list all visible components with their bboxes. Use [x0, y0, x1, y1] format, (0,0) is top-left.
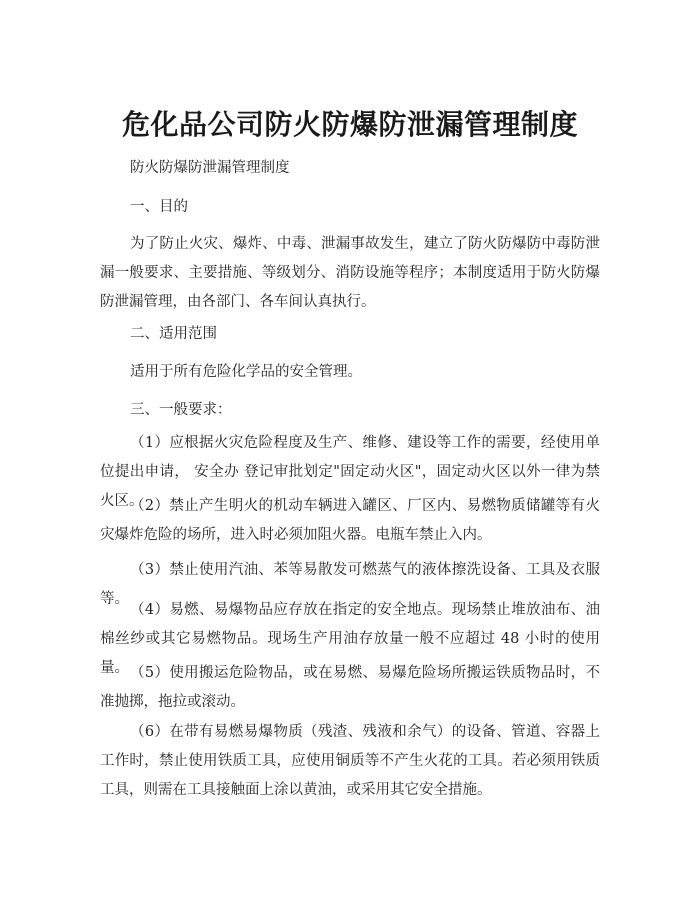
requirement-item-6: （6）在带有易燃易爆物质（残渣、残液和余气）的设备、管道、容器上工作时，禁止使用铁质工具，应使用铜质等不产生火花的工具。若必须用铁质工具，则需在工具接触面上涂以黄油，或采用其它安全措施。	[100, 724, 600, 798]
requirement-item-2: （2）禁止产生明火的机动车辆进入罐区、厂区内、易燃物质储罐等有火灾爆炸危险的场所，进入时必须加阻火器。电瓶车禁止入内。	[100, 498, 600, 543]
document-title: 危化品公司防火防爆防泄漏管理制度	[121, 108, 578, 141]
requirement-item-4: （4）易燃、易爆物品应存放在指定的安全地点。现场禁止堆放油布、油棉丝纱或其它易燃物品。现场生产用油存放量一般不应超过 48 小时的使用量。	[100, 602, 600, 676]
document-subtitle: 防火防爆防泄漏管理制度	[130, 160, 290, 176]
requirement-item-3: （3）禁止使用汽油、苯等易散发可燃蒸气的液体擦洗设备、工具及衣服等。	[100, 562, 600, 607]
section-heading-purpose: 一、目的	[130, 199, 188, 215]
section-heading-general-requirements: 三、一般要求：	[130, 402, 232, 418]
requirement-item-5: （5）使用搬运危险物品，或在易燃、易爆危险场所搬运铁质物品时，不准抛掷，拖拉或滚动。	[100, 665, 600, 710]
section-heading-scope: 二、适用范围	[130, 326, 217, 342]
scope-paragraph: 适用于所有危险化学品的安全管理。	[130, 364, 362, 380]
requirement-item-1: （1）应根据火灾危险程度及生产、维修、建设等工作的需要，经使用单位提出申请， 安全办 登记审批划定"固定动火区"，固定动火区以外一律为禁火区。	[100, 435, 600, 509]
purpose-paragraph: 为了防止火灾、爆炸、中毒、泄漏事故发生，建立了防火防爆防中毒防泄漏一般要求、主要措施、等级划分、消防设施等程序；本制度适用于防火防爆 防泄漏管理，由各部门、各车间认真执行。	[100, 236, 600, 310]
